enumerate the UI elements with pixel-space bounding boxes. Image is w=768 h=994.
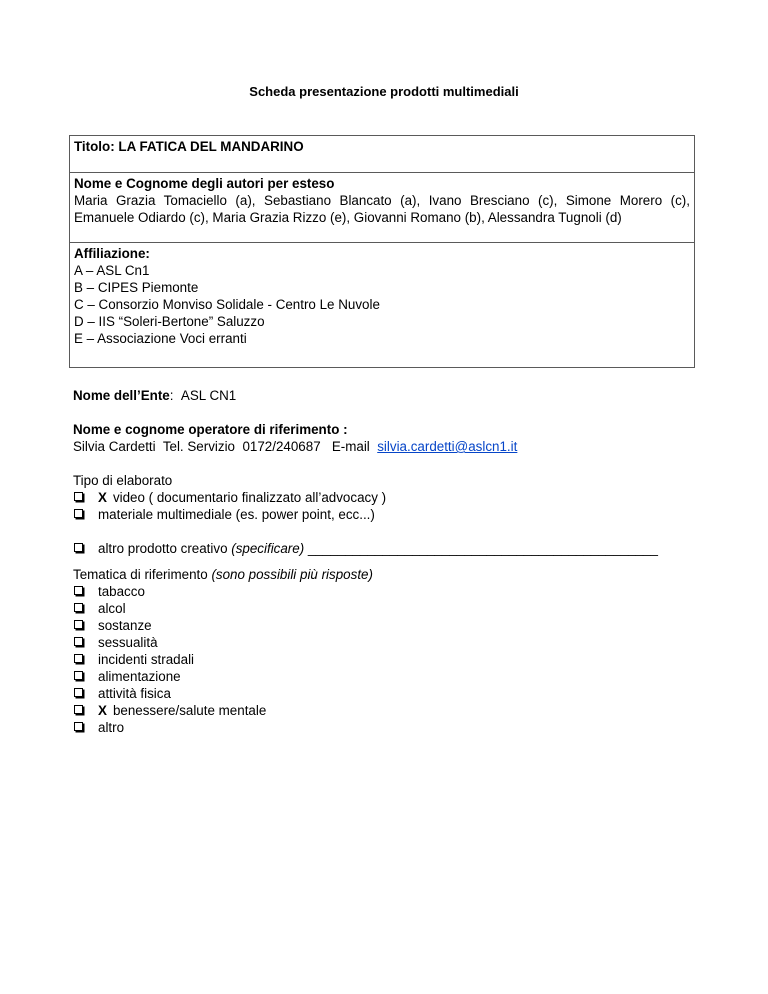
affiliazione-item-d: D – IIS “Soleri-Bertone” Saluzzo (74, 314, 265, 329)
checkbox-icon[interactable] (74, 509, 83, 518)
tipo-label: Tipo di elaborato (73, 473, 173, 488)
checkbox-icon[interactable] (74, 688, 83, 697)
tematica-option-label: sostanze (98, 618, 152, 633)
tipo-options (73, 489, 713, 557)
affiliazione-item-e: E – Associazione Voci erranti (74, 331, 247, 346)
titolo-label: Titolo: (74, 139, 115, 154)
operatore-email-label: E-mail (331, 439, 370, 454)
tematica-option-sessualita[interactable] (73, 634, 713, 651)
checkbox-icon[interactable] (74, 492, 83, 501)
tematica-header (73, 566, 713, 583)
tematica-option-label: alcol (98, 601, 126, 616)
autori-label: Nome e Cognome degli autori per esteso (74, 176, 335, 191)
tipo-option-label: materiale multimediale (es. power point, ecc...) (98, 507, 375, 522)
autori-box (69, 173, 695, 243)
tematica-option-alcol[interactable] (73, 600, 713, 617)
tematica-section (73, 566, 713, 736)
tematica-option-alimentazione[interactable] (73, 668, 713, 685)
affiliazione-box (69, 243, 695, 368)
tematica-option-benessere[interactable] (73, 702, 713, 719)
tipo-option-hint: (specificare) (231, 541, 305, 556)
tematica-option-label: altro (98, 720, 125, 735)
specificare-blank[interactable]: _______________________________________________ (307, 541, 658, 556)
checkbox-icon[interactable] (74, 705, 83, 714)
tematica-label: Tematica di riferimento (73, 567, 208, 582)
checkbox-icon[interactable] (74, 637, 83, 646)
operatore-tel-label: Tel. Servizio (162, 439, 235, 454)
operatore-details (73, 438, 713, 455)
ente-section (73, 387, 713, 404)
operatore-name: Silvia Cardetti (73, 439, 156, 454)
tematica-hint: (sono possibili più risposte) (211, 567, 373, 582)
tematica-option-attivita-fisica[interactable] (73, 685, 713, 702)
affiliazione-item-c: C – Consorzio Monviso Solidale - Centro Le Nuvole (74, 297, 380, 312)
tematica-option-sostanze[interactable] (73, 617, 713, 634)
ente-label: Nome dell’Ente (73, 388, 170, 403)
ente-colon: : (169, 388, 174, 403)
autori-value: Maria Grazia Tomaciello (a), Sebastiano Blancato (a), Ivano Bresciano (c), Simone Morero (c), Emanuele Odiardo (c), Maria Grazia Rizzo (e), Giovanni Romano (b), Alessandra Tugnoli (d) (74, 193, 690, 225)
tematica-option-label: alimentazione (98, 669, 181, 684)
operatore-section (73, 421, 713, 455)
tipo-option-label: altro prodotto creativo (98, 541, 228, 556)
operatore-label: Nome e cognome operatore di riferimento : (73, 422, 348, 437)
operatore-tel: 0172/240687 (242, 439, 321, 454)
checkbox-icon[interactable] (74, 671, 83, 680)
tematica-option-incidenti-stradali[interactable] (73, 651, 713, 668)
checkbox-icon[interactable] (74, 722, 83, 731)
tematica-option-label: sessualità (98, 635, 158, 650)
tipo-option-multimediale[interactable] (73, 506, 713, 523)
ente-value: ASL CN1 (180, 388, 237, 403)
tematica-option-label: benessere/salute mentale (112, 703, 267, 718)
check-mark: X (98, 703, 107, 718)
checkbox-icon[interactable] (74, 654, 83, 663)
affiliazione-item-b: B – CIPES Piemonte (74, 280, 199, 295)
affiliazione-item-a: A – ASL Cn1 (74, 263, 150, 278)
tipo-option-altro[interactable] (73, 540, 713, 557)
operatore-email-link[interactable]: silvia.cardetti@aslcn1.it (377, 439, 518, 454)
tematica-option-label: incidenti stradali (98, 652, 195, 667)
titolo-box (69, 135, 695, 173)
tematica-option-label: tabacco (98, 584, 145, 599)
tipo-section (73, 472, 713, 557)
titolo-value: LA FATICA DEL MANDARINO (118, 139, 304, 154)
checkbox-icon[interactable] (74, 603, 83, 612)
tipo-option-video[interactable] (73, 489, 713, 506)
document-title: Scheda presentazione prodotti multimediali (249, 84, 519, 99)
tematica-options (73, 583, 713, 736)
tematica-option-label: attività fisica (98, 686, 171, 701)
affiliazione-label: Affiliazione: (74, 246, 150, 261)
tematica-option-tabacco[interactable] (73, 583, 713, 600)
tipo-option-label: video ( documentario finalizzato all’advocacy ) (112, 490, 387, 505)
checkbox-icon[interactable] (74, 586, 83, 595)
checkbox-icon[interactable] (74, 620, 83, 629)
checkbox-icon[interactable] (74, 543, 83, 552)
tematica-option-altro[interactable] (73, 719, 713, 736)
check-mark: X (98, 490, 107, 505)
